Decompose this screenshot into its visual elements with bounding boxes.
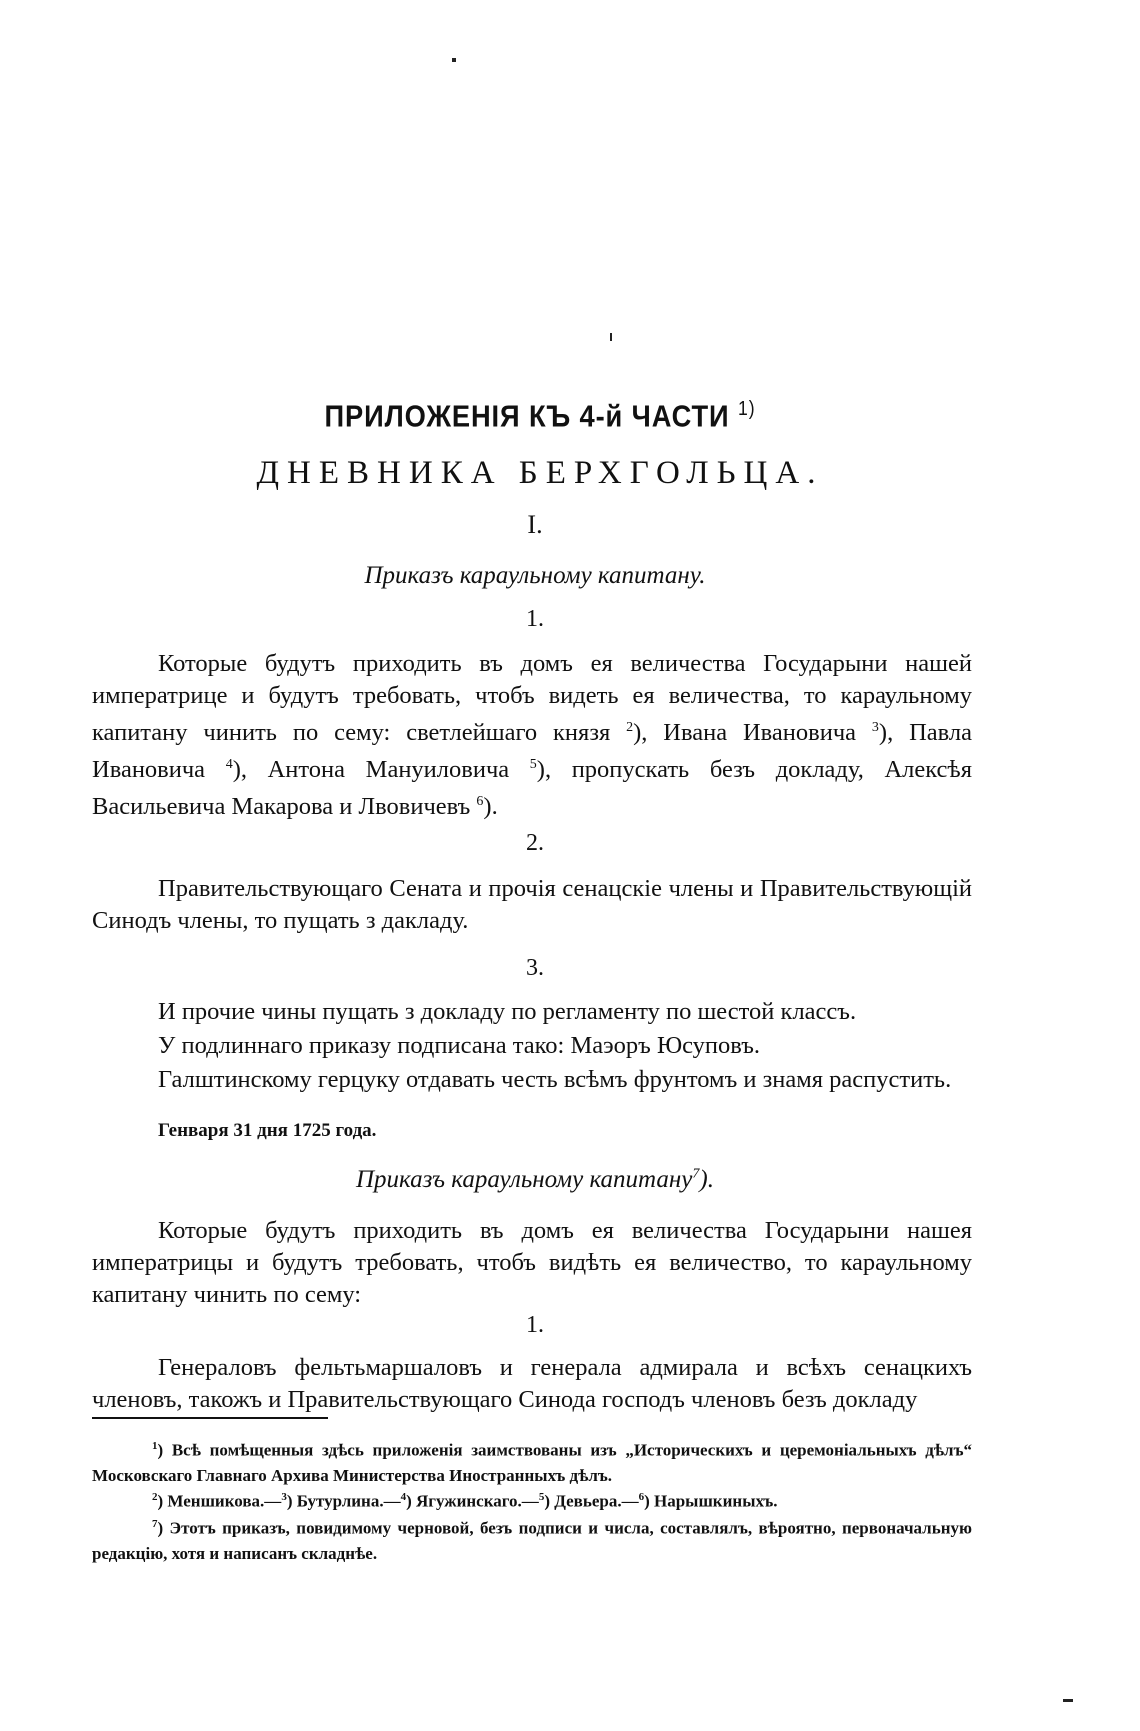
footnote-ref-2: 2 xyxy=(626,720,634,735)
order2-item1-paragraph xyxy=(92,1352,972,1416)
order1-item1-text-f: ). xyxy=(483,793,498,821)
footnote-2-text: ) Меншикова.— xyxy=(157,1491,282,1511)
footnotes-2-6 xyxy=(92,1485,972,1514)
order1-item2-text: Правительствующаго Сената и прочія сенацскіе члены и Правительствующій Синодъ члены, то пущать з дакладу. xyxy=(92,875,972,934)
footnote-ref-6: 6 xyxy=(476,794,484,810)
order1-item3-line3: Галштинскому герцуку отдавать честь всѣмъ фрунтомъ и знамя распустить. xyxy=(158,1066,952,1093)
order2-intro-text: Которые будутъ приходить въ домъ ея величества Государыни нашея императрицы и будутъ требовать, чтобъ видѣть ея величество, то караульному капитану чинить по сему: xyxy=(92,1217,972,1308)
diary-subtitle: ДНЕВНИКА БЕРХГОЛЬЦА. xyxy=(256,455,824,491)
footnote-4-mark: 4 xyxy=(400,1491,407,1503)
order1-item2-paragraph xyxy=(92,873,972,937)
footnote-3-text: ) Бутурлина.— xyxy=(286,1491,401,1511)
footnote-5-mark: 5 xyxy=(538,1491,545,1503)
order1-item2-number: 2. xyxy=(526,830,544,856)
order1-item1-text-c: ), Павла Ивановича xyxy=(92,719,972,784)
order1-date: Генваря 31 дня 1725 года. xyxy=(158,1120,377,1141)
scan-speck xyxy=(452,58,456,62)
footnote-divider xyxy=(92,1417,328,1419)
order1-item1-number: 1. xyxy=(526,606,544,632)
footnote-ref-3: 3 xyxy=(871,720,879,735)
order2-heading-close: ). xyxy=(699,1166,714,1193)
order1-heading: Приказъ караульному капитану. xyxy=(364,562,706,589)
order1-item3-number: 3. xyxy=(526,955,544,981)
section-number: I. xyxy=(527,510,543,539)
order1-signature-line: У подлиннаго приказу подписана тако: Маэоръ Юсуповъ. xyxy=(158,1032,761,1059)
footnote-6-text: ) Нарышкиныхъ. xyxy=(644,1491,778,1511)
footnote-ref-7: 7 xyxy=(692,1166,700,1182)
footnote-1-text: ) Всѣ помѣщенныя здѣсь приложенія заимствованы изъ „Историческихъ и церемоніальныхъ дѣлъ“ Московскаго Главнаго Архива Министерства Иностранныхъ дѣлъ. xyxy=(92,1440,972,1485)
order1-item1-text-b: ), Ивана Ивановича xyxy=(633,719,872,747)
order2-heading-text: Приказъ караульному капитану xyxy=(356,1166,693,1193)
order1-item1-text-d: ), Антона Мануиловича xyxy=(232,756,530,784)
order2-item1-number: 1. xyxy=(526,1312,544,1338)
order2-intro-paragraph xyxy=(92,1215,972,1311)
footnote-7 xyxy=(92,1512,972,1566)
appendix-title-text: ПРИЛОЖЕНІЯ КЪ 4-й ЧАСТИ xyxy=(324,398,730,434)
order2-item1-text: Генераловъ фельтьмаршаловъ и генерала адмирала и всѣхъ сенацкихъ членовъ, такожъ и Правительствующаго Синода господъ членовъ безъ докладу xyxy=(92,1354,972,1413)
footnote-ref-5: 5 xyxy=(529,757,537,773)
footnote-4-text: ) Ягужинскаго.— xyxy=(406,1491,539,1511)
order2-heading xyxy=(0,1166,1070,1194)
footnote-3-mark: 3 xyxy=(281,1491,287,1503)
scan-speck xyxy=(610,333,612,341)
order1-item1-paragraph xyxy=(92,648,972,823)
footnote-1-mark: 1 xyxy=(152,1440,158,1452)
footnote-5-text: ) Девьера.— xyxy=(544,1491,639,1511)
footnote-7-mark: 7 xyxy=(152,1518,158,1530)
order1-item1-text-a: Которые будутъ приходить въ домъ ея величества Государыни нашей императрице и будутъ требовать, чтобъ видеть ея величества, то караульному капитану чинить по сему: светлейшаго князя xyxy=(92,650,972,747)
footnote-1 xyxy=(92,1434,972,1488)
title-footnote-ref: 1) xyxy=(738,398,756,420)
footnote-ref-4: 4 xyxy=(225,757,233,773)
scan-speck xyxy=(1063,1699,1073,1702)
order1-item1-text-e: ), пропускать безъ докладу, Алексѣя Васильевича Макарова и Лвовичевъ xyxy=(92,756,972,821)
footnote-7-text: ) Этотъ приказъ, повидимому черновой, безъ подписи и числа, составлялъ, вѣроятно, первоначальную редакцію, хотя и написанъ складнѣе. xyxy=(92,1518,972,1563)
footnote-2-mark: 2 xyxy=(152,1491,158,1503)
order1-item3-paragraph xyxy=(92,1064,972,1096)
footnote-6-mark: 6 xyxy=(638,1491,645,1503)
appendix-title xyxy=(65,398,1015,434)
order1-item3-line1: И прочие чины пущать з докладу по регламенту по шестой классъ. xyxy=(158,998,857,1025)
